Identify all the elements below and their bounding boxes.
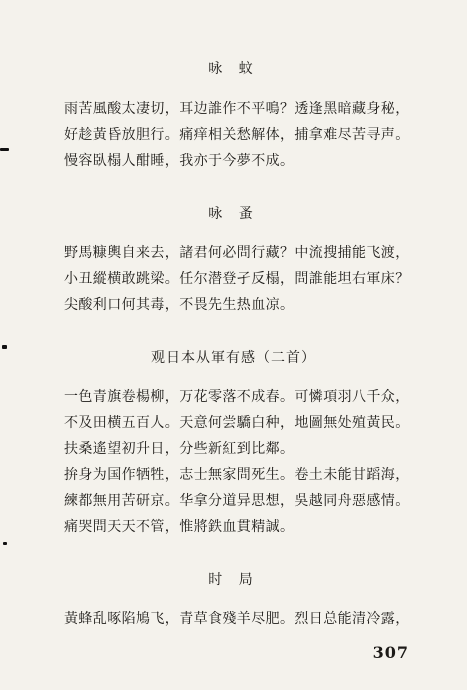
binding-mark <box>0 148 9 151</box>
poem-line: 野馬糠輿自来去，諸君何必問行藏？中流搜捕能飞渡， <box>64 245 410 261</box>
poem-line: 慢容臥榻人酣睡，我亦于今夢不成。 <box>64 153 295 169</box>
poem-line: 小丑縱横敢跳梁。任尔潜登孑反榻，問誰能坦右軍床？ <box>64 271 410 287</box>
poem-line: 好趁黃昏放胆行。痛痒相关愁解体，捕拿难尽苦寻声。 <box>64 127 410 143</box>
poem-title: 咏 蚤 <box>208 206 259 222</box>
poem-line: 痛哭問天天不管，惟將鉄血貫精誠。 <box>64 519 295 535</box>
page-number: 307 <box>372 643 409 662</box>
poem-title: 咏 蚊 <box>208 61 259 77</box>
poem-line: 雨苦風酸太凄切，耳边誰作不平鳴？透逢黑暗藏身秘， <box>64 101 410 117</box>
poem-line: 黃蜂乱啄陷鳩飞，青草食殘羊尽肥。烈日总能清冷露， <box>64 611 410 627</box>
binding-mark <box>3 542 7 545</box>
poem-line: 練都無用苦研京。华拿分道异思想，吳越同舟惡感情。 <box>64 493 410 509</box>
poem-title: 时 局 <box>208 572 259 588</box>
poem-title: 观日本从軍有感（二首） <box>151 350 316 366</box>
poem-line: 尖酸利口何其毒，不畏先生热血凉。 <box>64 297 295 313</box>
poem-line: 拚身为国作牺牲，志士無家問死生。卷土未能甘蹈海， <box>64 467 410 483</box>
poem-line: 一色青旗卷楊柳，万花零落不成春。可憐項羽八千众， <box>64 389 410 405</box>
poem-line: 不及田横五百人。天意何尝驕白种，地圖無处殖黃民。 <box>64 415 410 431</box>
poem-line: 扶桑遙望初升日，分些新紅到比鄰。 <box>64 441 295 457</box>
